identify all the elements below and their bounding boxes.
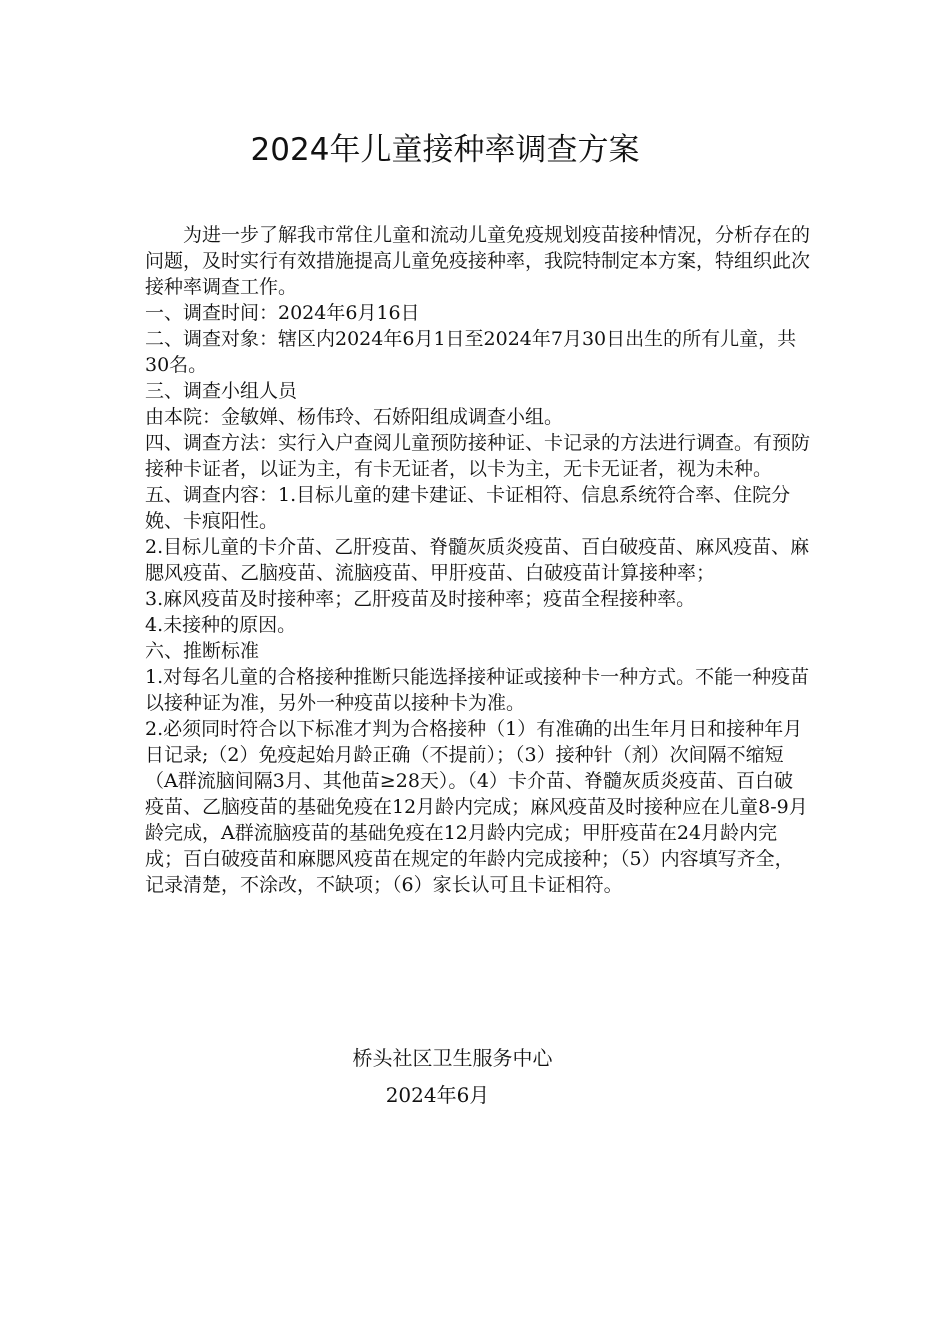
section-criteria-2: 2.必须同时符合以下标准才判为合格接种（1）有准确的出生年月日和接种年月日记录;（2）免疫起始月龄正确（不提前）；（3）接种针（剂）次间隔不缩短（A群流脑间隔3月、其他苗≥28天）。（4）卡介苗、脊髓灰质炎疫苗、百白破疫苗、乙脑疫苗的基础免疫在12月龄内完成；麻风疫苗及时接种应在儿童8-9月龄完成，A群流脑疫苗的基础免疫在12月龄内完成；甲肝疫苗在24月龄内完成；百白破疫苗和麻腮风疫苗在规定的年龄内完成接种；（5）内容填写齐全，记录清楚，不涂改，不缺项；（6）家长认可且卡证相符。: [145, 718, 808, 896]
document-body: [145, 222, 810, 898]
intro-paragraph: 为进一步了解我市常住儿童和流动儿童免疫规划疫苗接种情况，分析存在的问题，及时实行有效措施提高儿童免疫接种率，我院特制定本方案，特组织此次接种率调查工作。: [145, 224, 811, 298]
section-survey-team-members: 由本院：金敏婵、杨伟玲、石娇阳组成调查小组。: [145, 406, 564, 428]
section-survey-content-2: 2.目标儿童的卡介苗、乙肝疫苗、脊髓灰质炎疫苗、百白破疫苗、麻风疫苗、麻腮风疫苗、乙脑疫苗、流脑疫苗、甲肝疫苗、白破疫苗计算接种率；: [145, 536, 810, 584]
section-survey-content-3: 3.麻风疫苗及时接种率；乙肝疫苗及时接种率；疫苗全程接种率。: [145, 588, 696, 610]
document-title: 2024年儿童接种率调查方案: [250, 132, 640, 168]
section-survey-content-1: 五、调查内容：1.目标儿童的建卡建证、卡证相符、信息系统符合率、住院分娩、卡痕阳性。: [145, 484, 791, 532]
section-survey-content-4: 4.未接种的原因。: [145, 614, 297, 636]
section-criteria-heading: 六、推断标准: [145, 640, 260, 662]
section-survey-time: 一、调查时间：2024年6月16日: [145, 302, 420, 324]
section-criteria-1: 1.对每名儿童的合格接种推断只能选择接种证或接种卡一种方式。不能一种疫苗以接种证为准，另外一种疫苗以接种卡为准。: [145, 666, 810, 714]
section-survey-subjects: 二、调查对象：辖区内2024年6月1日至2024年7月30日出生的所有儿童，共30名。: [145, 328, 797, 376]
section-survey-team-heading: 三、调查小组人员: [145, 380, 298, 402]
section-survey-method: 四、调查方法：实行入户查阅儿童预防接种证、卡记录的方法进行调查。有预防接种卡证者，以证为主，有卡无证者，以卡为主，无卡无证者，视为未种。: [145, 432, 811, 480]
signature-organization: 桥头社区卫生服务中心: [352, 1046, 553, 1070]
signature-date: 2024年6月: [385, 1083, 490, 1107]
